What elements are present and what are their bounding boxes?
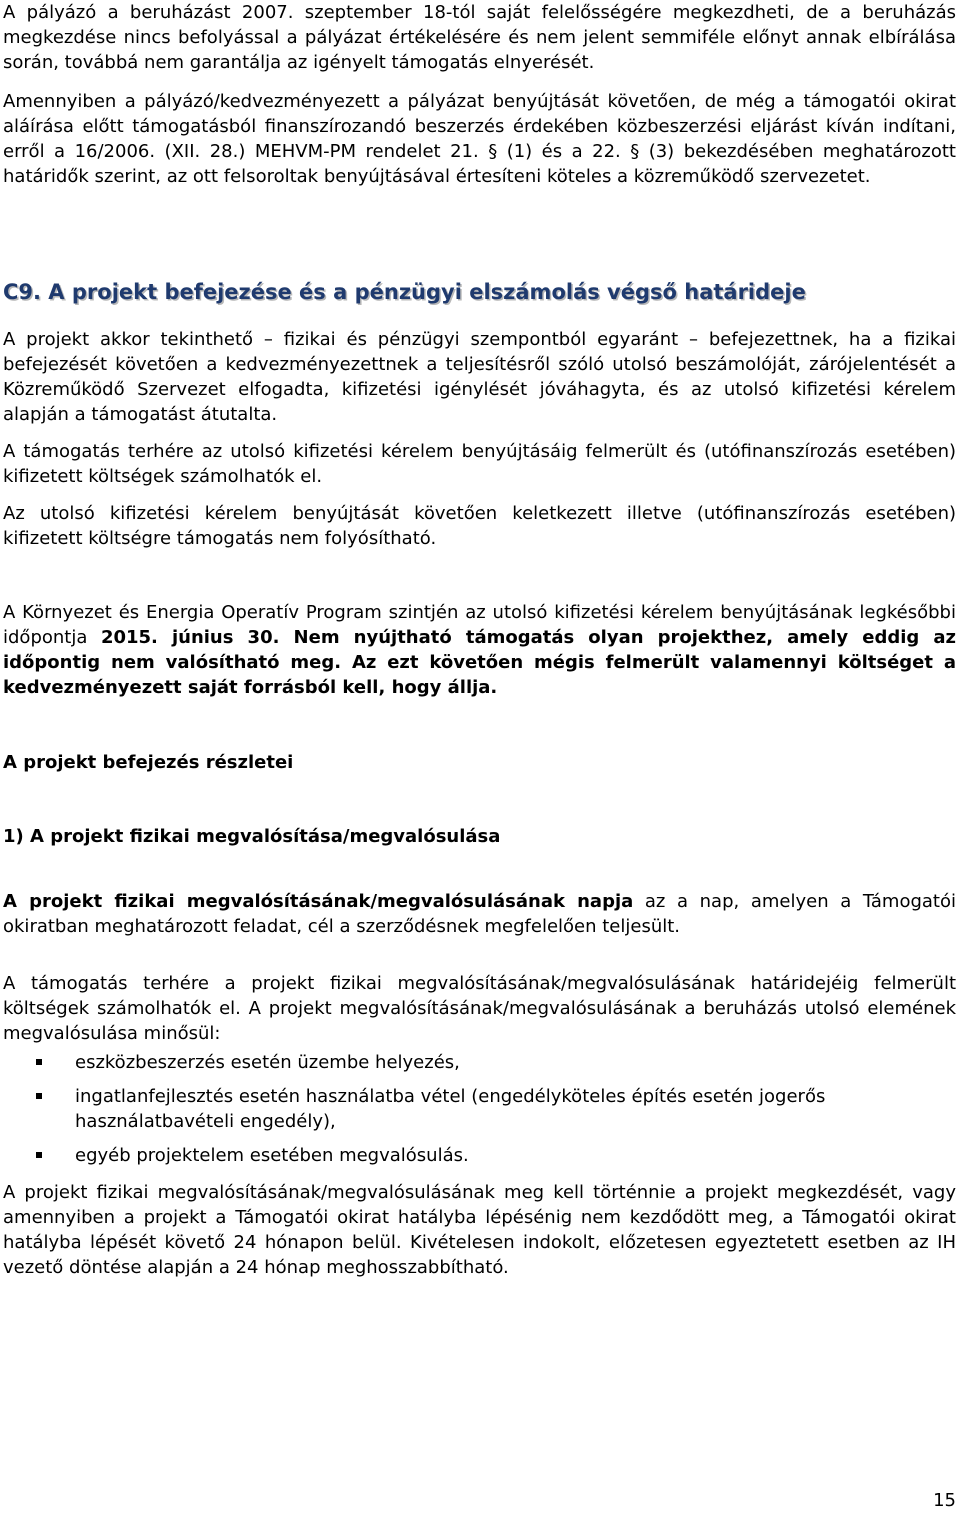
list-item: [3, 1084, 956, 1134]
section-heading-c9: C9. A projekt befejezése és a pénzügyi elszámolás végső határideje: [3, 280, 806, 304]
list-item-text: eszközbeszerzés esetén üzembe helyezés,: [75, 1052, 460, 1073]
square-bullet-icon: [36, 1059, 42, 1065]
physical-day-definition: az a nap, amelyen a Támogatói okiratban meghatározott feladat, cél a szerződésnek megfelelően teljesült.: [3, 891, 956, 937]
paragraph-final-deadline: [3, 600, 956, 700]
paragraph-implementation-timeline: A projekt fizikai megvalósításának/megvalósulásának meg kell történnie a projekt megkezdését, vagy amennyiben a projekt a Támogatói okirat hatályba lépésénig nem kezdődött meg, a Támogatói okirat hatályba lépését követő 24 hónapon belül. Kivételesen indokolt, előzetesen egyeztetett esetben az IH vezető döntése alapján a 24 hónap meghosszabbítható.: [3, 1182, 956, 1278]
paragraph-physical-day: [3, 889, 956, 939]
deadline-text-1: A Környezet és Energia Operatív Program szintjén az utolsó kifizetési kérelem benyújtásának legkésőbbi időpontja: [3, 602, 956, 648]
list-item-text: ingatlanfejlesztés esetén használatba vétel (engedélyköteles építés esetén jogerős használatbavételi engedély),: [75, 1086, 826, 1132]
implementation-list: [3, 1050, 956, 1168]
subheading-completion-details: A projekt befejezés részletei: [3, 752, 294, 773]
paragraph-project-start: A pályázó a beruházást 2007. szeptember 18-tól saját felelősségére megkezdheti, de a beruházás megkezdése nincs befolyással a pályázat értékelésére és nem jelent semmiféle előnyt annak elbírálása során, továbbá nem garantálja az igényelt támogatás elnyerését.: [3, 2, 956, 73]
paragraph-public-procurement: Amennyiben a pályázó/kedvezményezett a pályázat benyújtását követően, de még a támogatói okirat aláírása előtt támogatásból finanszírozandó beszerzés érdekében közbeszerzési eljárást kíván indítani, erről a 16/2006. (XII. 28.) MEHVM-PM rendelet 21. § (1) és a 22. § (3) bekezdésében meghatározott határidők szerint, az ott felsoroltak benyújtásával értesíteni köteles a közreműködő szervezetet.: [3, 91, 956, 187]
physical-day-term: A projekt fizikai megvalósításának/megvalósulásának napja: [3, 891, 634, 912]
deadline-text-2: Nem nyújtható támogatás olyan projekthez, amely eddig az időpontig nem valósítható meg. Az ezt követően mégis felmerült valamennyi költséget a kedvezményezett saját forrásból kell, hogy állja.: [3, 627, 956, 698]
paragraph-project-completion: A projekt akkor tekinthető – fizikai és pénzügyi szempontból egyaránt – befejezettnek, ha a fizikai befejezését követően a kedvezményezettnek a teljesítésről szóló utolsó beszámolóját, zárójelentését a Közreműködő Szervezet elfogadta, kifizetési igénylését jóváhagyta, és az utolsó kifizetési kérelem alapján a támogatást átutalta.: [3, 329, 956, 425]
page-number: 15: [933, 1490, 956, 1511]
paragraph-ineligible-costs: Az utolsó kifizetési kérelem benyújtását követően keletkezett illetve (utófinanszírozás esetében) kifizetett költségre támogatás nem folyósítható.: [3, 503, 956, 549]
list-item: [3, 1143, 956, 1168]
deadline-date: 2015. június 30.: [100, 627, 280, 648]
document-page: [3, 0, 956, 1280]
list-item-text: egyéb projektelem esetében megvalósulás.: [75, 1145, 469, 1166]
paragraph-physical-deadline: A támogatás terhére a projekt fizikai megvalósításának/megvalósulásának határidejéig felmerült költségek számolhatók el. A projekt megvalósításának/megvalósulásának a beruházás utolsó elemének megvalósulása minősül:: [3, 973, 956, 1044]
paragraph-eligible-costs: A támogatás terhére az utolsó kifizetési kérelem benyújtásáig felmerült és (utófinanszírozás esetében) kifizetett költségek számolhatók el.: [3, 441, 956, 487]
square-bullet-icon: [36, 1093, 42, 1099]
subheading-physical-implementation: 1) A projekt fizikai megvalósítása/megvalósulása: [3, 826, 501, 847]
square-bullet-icon: [36, 1152, 42, 1158]
list-item: [3, 1050, 956, 1075]
